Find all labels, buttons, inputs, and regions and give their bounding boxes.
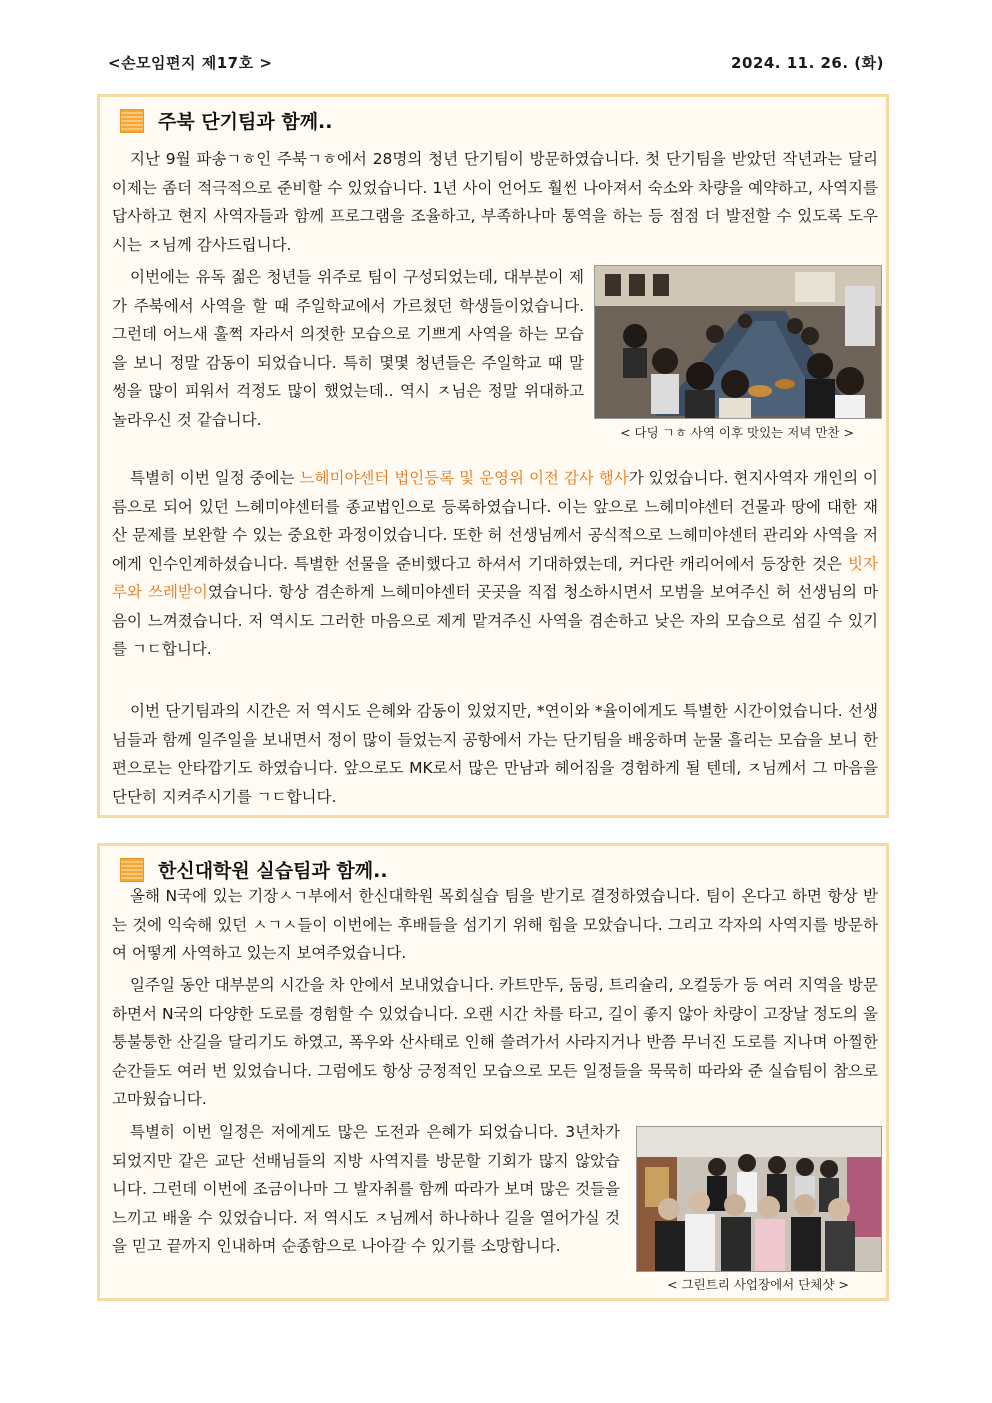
section-title: [120, 856, 388, 883]
paragraph: [112, 464, 878, 664]
paragraph: 지난 9월 파송ㄱㅎ인 주북ㄱㅎ에서 28명의 청년 단기팀이 방문하였습니다. 첫 단기팀을 받았던 작년과는 달리 이제는 좀더 적극적으로 준비할 수 있었습니다. 1년 사이 언어도 훨씬 나아져서 숙소와 차량을 예약하고, 사역지를 답사하고 현지 사역자들과 함께 프로그램을 조율하고, 부족하나마 통역을 하는 등 점점 더 발전할 수 있도록 도우시는 ㅈ님께 감사드립니다.: [112, 150, 878, 254]
section-juk-team: [97, 94, 889, 818]
dinner-photo: [594, 265, 882, 419]
section-hanshin-team: [97, 843, 889, 1301]
paragraph: 올해 N국에 있는 기장ㅅㄱ부에서 한신대학원 목회실습 팀을 받기로 결정하였습니다. 팀이 온다고 하면 항상 받는 것에 익숙해 있던 ㅅㄱㅅ들이 이번에는 후배들을 섬기기 위해 힘을 모았습니다. 그리고 각자의 사역지를 방문하여 어떻게 사역하고 있는지 보여주었습니다.: [112, 887, 878, 962]
letter-issue-label: <손모임편지 제17호 >: [108, 54, 273, 72]
photo-caption: < 그린트리 사업장에서 단체샷 >: [667, 1277, 849, 1292]
section-title: [120, 107, 333, 134]
paragraph: 일주일 동안 대부분의 시간을 차 안에서 보내었습니다. 카트만두, 둠링, 트리슐리, 오컬둥가 등 여러 지역을 방문하면서 N국의 다양한 도로를 경험할 수 있었습니다. 오랜 시간 차를 타고, 길이 좋지 않아 차량이 고장날 정도의 울퉁불퉁한 산길을 달리기도 하였고, 폭우와 산사태로 인해 쓸려가서 사라지거나 반쯤 무너진 도로를 지나며 아찔한 순간들도 여러 번 있었습니다. 그럼에도 항상 긍정적인 모습으로 모든 일정들을 묵묵히 따라와 준 실습팀이 참으로 고마웠습니다.: [112, 976, 878, 1108]
letter-date: 2024. 11. 26. (화): [731, 54, 884, 72]
paragraph: 특별히 이번 일정은 저에게도 많은 도전과 은혜가 되었습니다. 3년차가 되었지만 같은 교단 선배님들의 지방 사역지를 방문할 기회가 많지 않았습니다. 그런데 이번에 조금이나마 그 발자취를 함께 따라가 보며 많은 것들을 느끼고 배울 수 있었습니다. 저 역시도 ㅈ님께서 하나하나 길을 열어가실 것을 믿고 끝까지 인내하며 순종함으로 나아갈 수 있기를 소망합니다.: [112, 1123, 620, 1255]
text-run: 였습니다. 항상 겸손하게 느헤미야센터 곳곳을 직접 청소하시면서 모범을 보여주신 허 선생님의 마음이 느껴졌습니다. 저 역시도 그러한 마음으로 제게 맡겨주신 사역을 겸손하고 낮은 자의 모습으로 섬길 수 있기를 ㄱㄷ합니다.: [112, 583, 879, 658]
text-run: 특별히 이번 일정 중에는: [130, 469, 300, 487]
square-bullet-icon: [120, 858, 144, 882]
group-photo: [636, 1126, 882, 1272]
photo-caption: < 다딩 ㄱㅎ 사역 이후 맛있는 저녁 만찬 >: [620, 425, 854, 440]
group-photo-image: [637, 1127, 881, 1271]
paragraph: 이번 단기팀과의 시간은 저 역시도 은혜와 감동이 있었지만, *연이와 *율이에게도 특별한 시간이었습니다. 선생님들과 함께 일주일을 보내면서 정이 많이 들었는지 공항에서 가는 단기팀을 배웅하며 눈물 흘리는 모습을 보니 한편으로는 안타깝기도 하였습니다. 앞으로도 MK로서 많은 만남과 헤어짐을 경험하게 될 텐데, ㅈ님께서 그 마음을 단단히 지켜주시기를 ㄱㄷ합니다.: [112, 702, 878, 806]
dinner-photo-image: [595, 266, 881, 418]
square-bullet-icon: [120, 109, 144, 133]
section-title-text: 주북 단기팀과 함께..: [158, 111, 333, 133]
paragraph: 이번에는 유독 젊은 청년들 위주로 팀이 구성되었는데, 대부분이 제가 주북에서 사역을 할 때 주일학교에서 가르쳤던 학생들이었습니다. 그런데 어느새 훌쩍 자라서 의젓한 모습으로 기쁘게 사역을 하는 모습을 보니 정말 감동이 되었습니다. 특히 몇몇 청년들은 주일학교 때 말썽을 많이 피워서 걱정도 많이 했었는데.. 역시 ㅈ님은 정말 위대하고 놀라우신 것 같습니다.: [112, 268, 584, 429]
section-title-text: 한신대학원 실습팀과 함께..: [158, 860, 388, 882]
highlight-text: 빗자루와 쓰레받이: [112, 554, 878, 601]
highlight-text: 느헤미야센터 법인등록 및 운영위 이전 감사 행사: [299, 469, 629, 487]
text-run: 가 있었습니다. 현지사역자 개인의 이름으로 되어 있던 느헤미야센터를 종교법인으로 등록하였습니다. 이는 앞으로 느헤미야센터 건물과 땅에 대한 재산 문제를 보완할 수 있는 중요한 과정이었습니다. 또한 허 선생님께서 공식적으로 느헤미야센터 관리와 사역을 저에게 인수인계하셨습니다. 특별한 선물을 준비했다고 하셔서 기대하였는데, 커다란 캐리어에서 등장한 것은: [112, 469, 878, 573]
